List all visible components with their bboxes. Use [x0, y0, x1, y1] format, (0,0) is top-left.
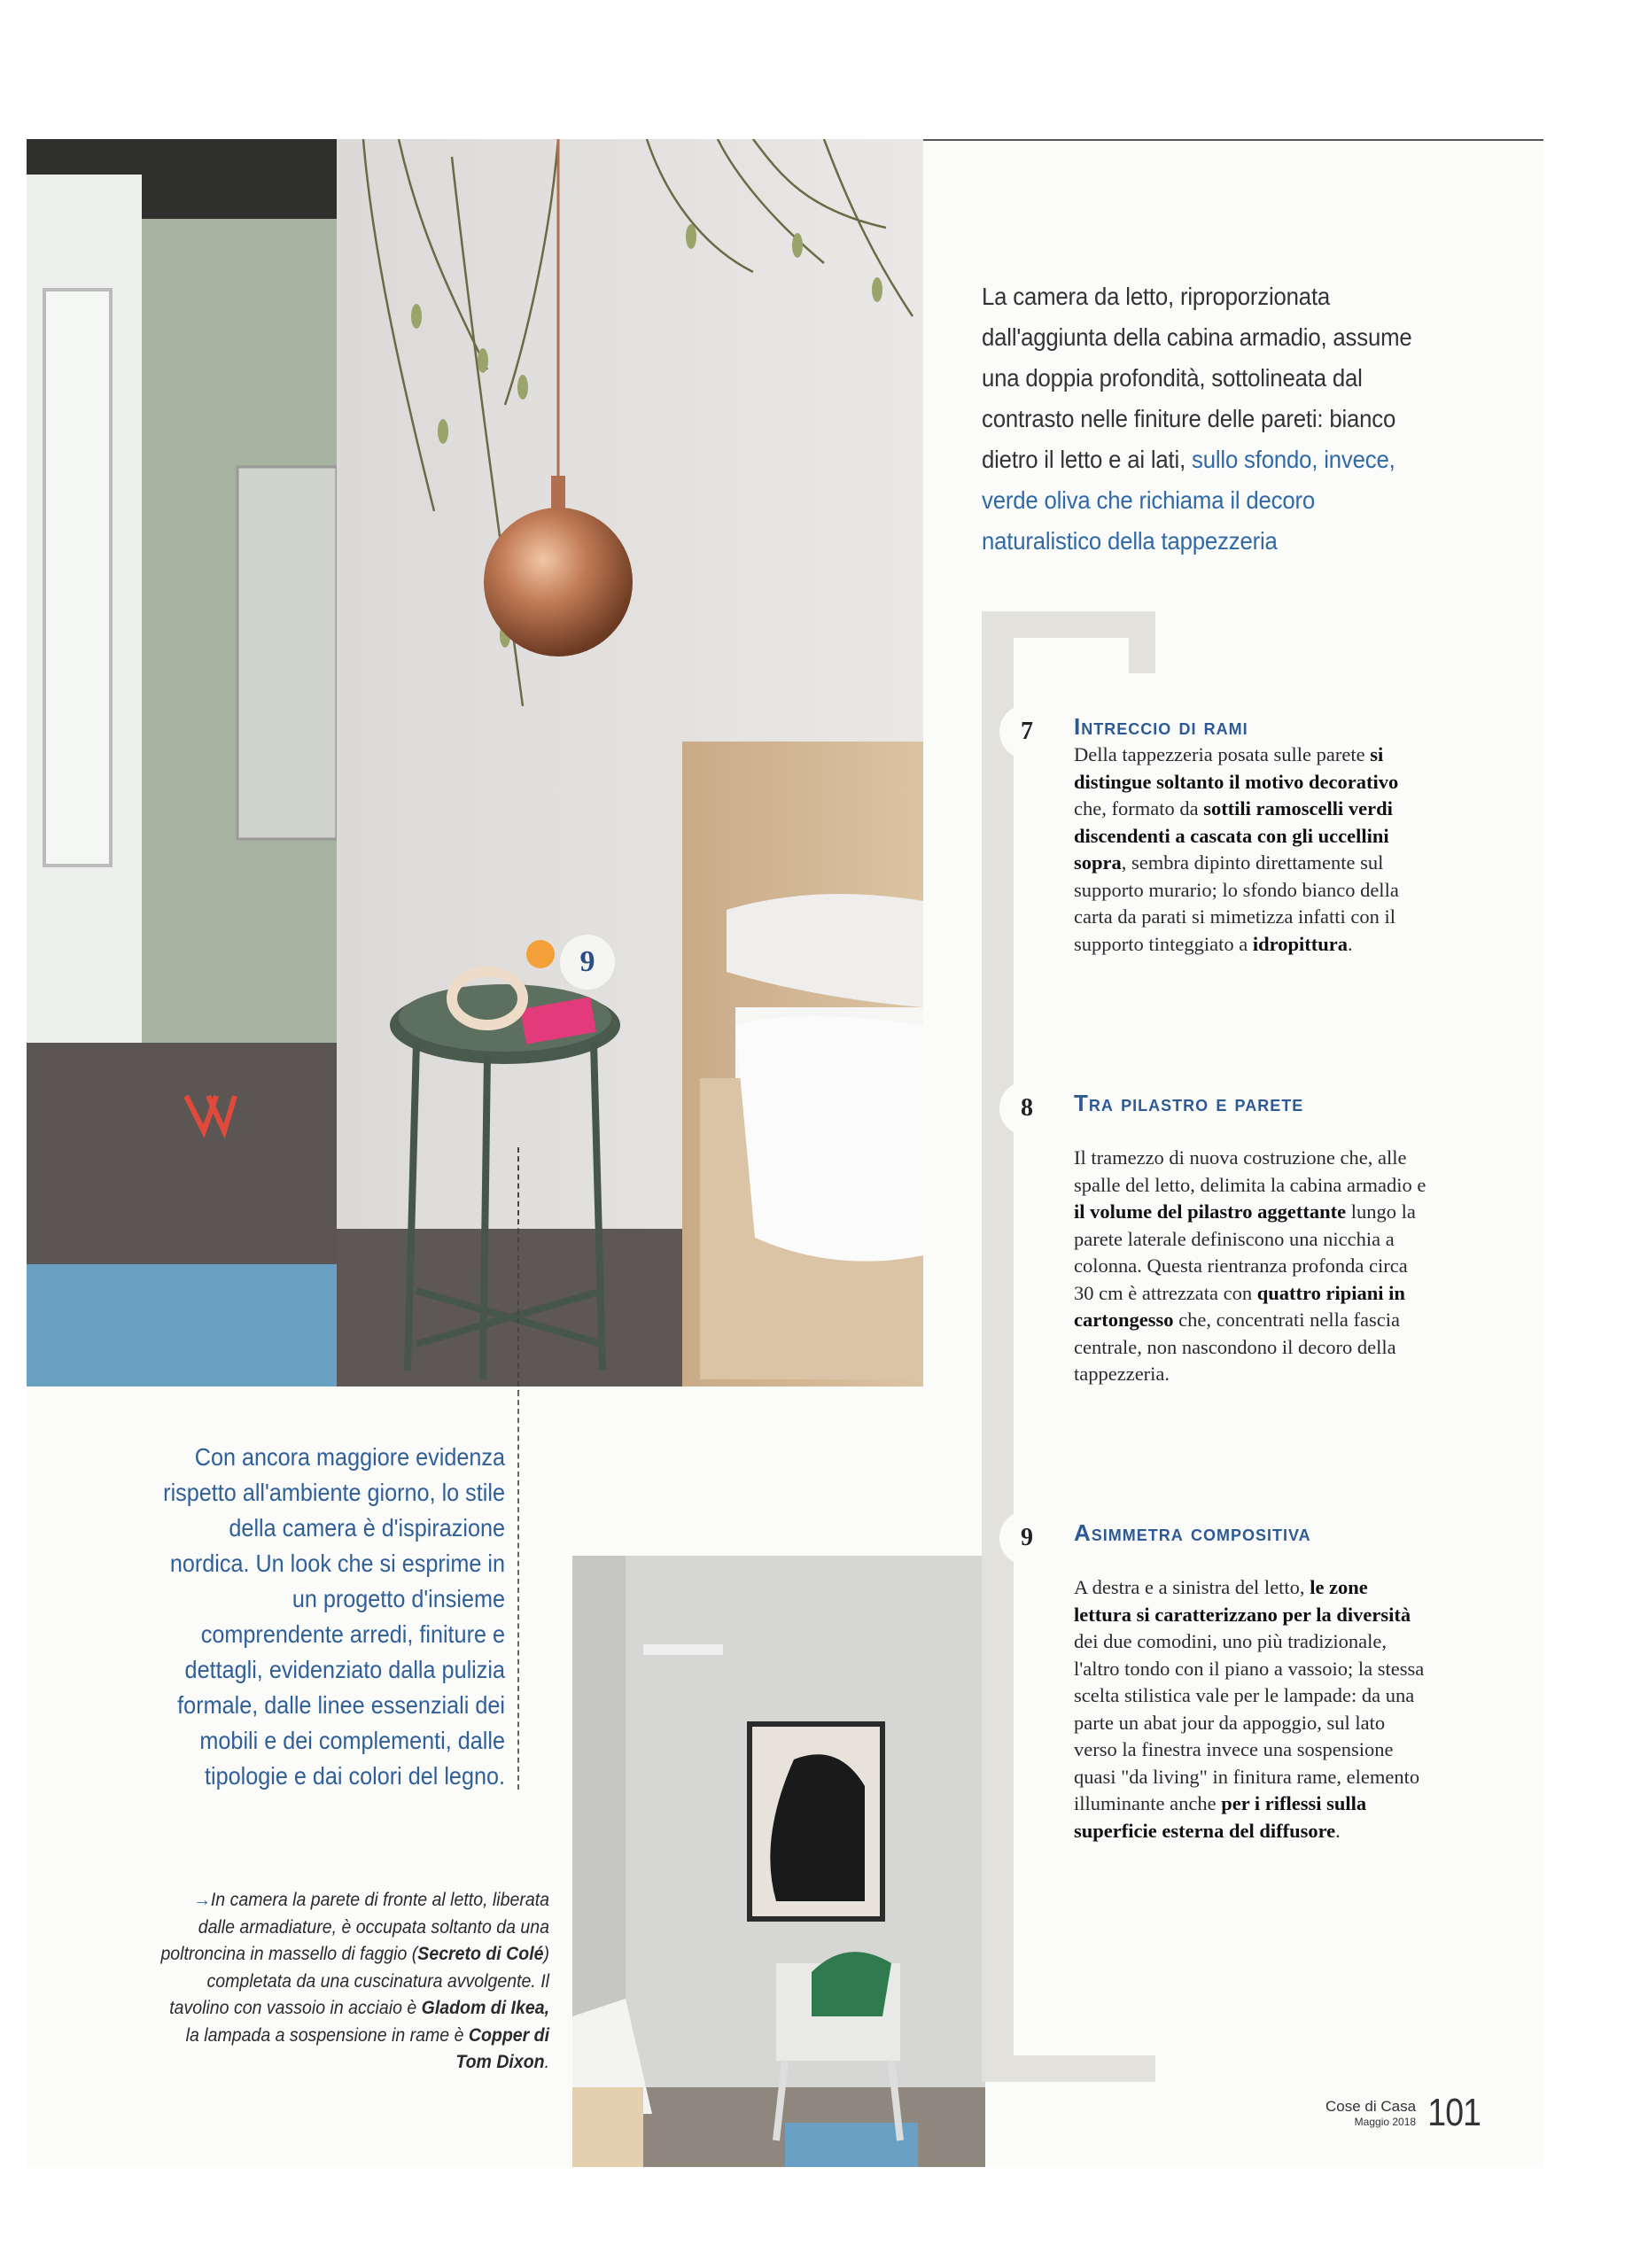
- item-title: Asimmetra compositiva: [1074, 1519, 1311, 1546]
- leader-line: [517, 1147, 519, 1395]
- item-body: A destra e a sinistra del letto, le zone lettura si caratterizzano per la diversità dei due comodini, uno più tradizionale, l'altro tondo con il piano a vassoio; la stessa scelta stilistica vale per le lampade: da una parte un abat jour da appoggio, sul lato verso la finestra invece una sospensione quasi "da living" in finitura rame, elemento illuminante anche per i riflessi sulla superficie esterna del diffusore.: [1074, 1576, 1425, 1842]
- top-rule: [921, 139, 1543, 141]
- bracket-top-hook: [1129, 611, 1155, 673]
- intro-highlight: sullo sfondo, invece, verde oliva che richiama il decoro naturalistico della tappezzeria: [982, 446, 1395, 555]
- bracket-bottom: [982, 2055, 1155, 2082]
- item-title: Tra pilastro e parete: [1074, 1090, 1304, 1116]
- item-number: 9: [999, 1511, 1054, 1565]
- armchair-photo: [572, 1556, 985, 2167]
- page-number: 101: [1427, 2091, 1481, 2134]
- photo-caption: [154, 1887, 549, 2077]
- pull-quote: Con ancora maggiore evidenza rispetto all'ambiente giorno, lo stile della camera è d'ispirazione nordica. Un look che si esprime in un progetto d'insieme comprendente arredi, finiture e dettagli, evidenziato dalla pulizia formale, dalle linee essenziali dei mobili e dei complementi, dalle tipologie e dai colori del legno.: [163, 1443, 505, 1790]
- item-number: 7: [999, 704, 1054, 759]
- magazine-name: Cose di Casa: [1325, 2098, 1417, 2115]
- item-title: Intreccio di rami: [1074, 713, 1248, 740]
- item-number: 8: [999, 1081, 1054, 1136]
- item-body: Il tramezzo di nuova costruzione che, alle spalle del letto, delimita la cabina armadio e il volume del pilastro aggettante lungo la parete laterale definiscono una nicchia a colonna. Questa rientranza profonda circa 30 cm è attrezzata con quattro ripiani in cartongesso che, concentrati nella fascia centrale, non nascondono il decoro della tappezzeria.: [1074, 1146, 1426, 1385]
- photo-reference-badge: 9: [560, 935, 615, 990]
- item-body: Della tappezzeria posata sulle parete si distingue soltanto il motivo decorativo che, formato da sottili ramoscelli verdi discendenti a cascata con gli uccellini sopra, sembra dipinto direttamente sul supporto murario; lo sfondo bianco della carta da parati si mimetizza infatti con il supporto tinteggiato a idropittura.: [1074, 743, 1399, 955]
- magazine-info: [1325, 2098, 1416, 2128]
- intro-text: [982, 276, 1438, 562]
- intro-plain: La camera da letto, riproporzionata dall'aggiunta della cabina armadio, assume una doppia profondità, sottolineata dal contrasto nelle finiture delle pareti: bianco dietro il letto e ai lati,: [982, 283, 1412, 473]
- caption-text: In camera la parete di fronte al letto, liberata dalle armadiature, è occupata soltanto da una poltroncina in massello di faggio (Secreto di Colé) completata da una cuscinatura avvolgente. Il tavolino con vassoio in acciaio è Gladom di Ikea, la lampada a sospensione in rame è Copper di Tom Dixon.: [160, 1890, 550, 2072]
- arrow-right-icon: →: [193, 1890, 211, 1910]
- issue-date: Maggio 2018: [1354, 2116, 1417, 2128]
- quote-divider: [517, 1391, 519, 1790]
- bedroom-photo: [27, 139, 923, 1386]
- page-footer: [1325, 2091, 1485, 2135]
- bracket-vertical: [982, 611, 1014, 2082]
